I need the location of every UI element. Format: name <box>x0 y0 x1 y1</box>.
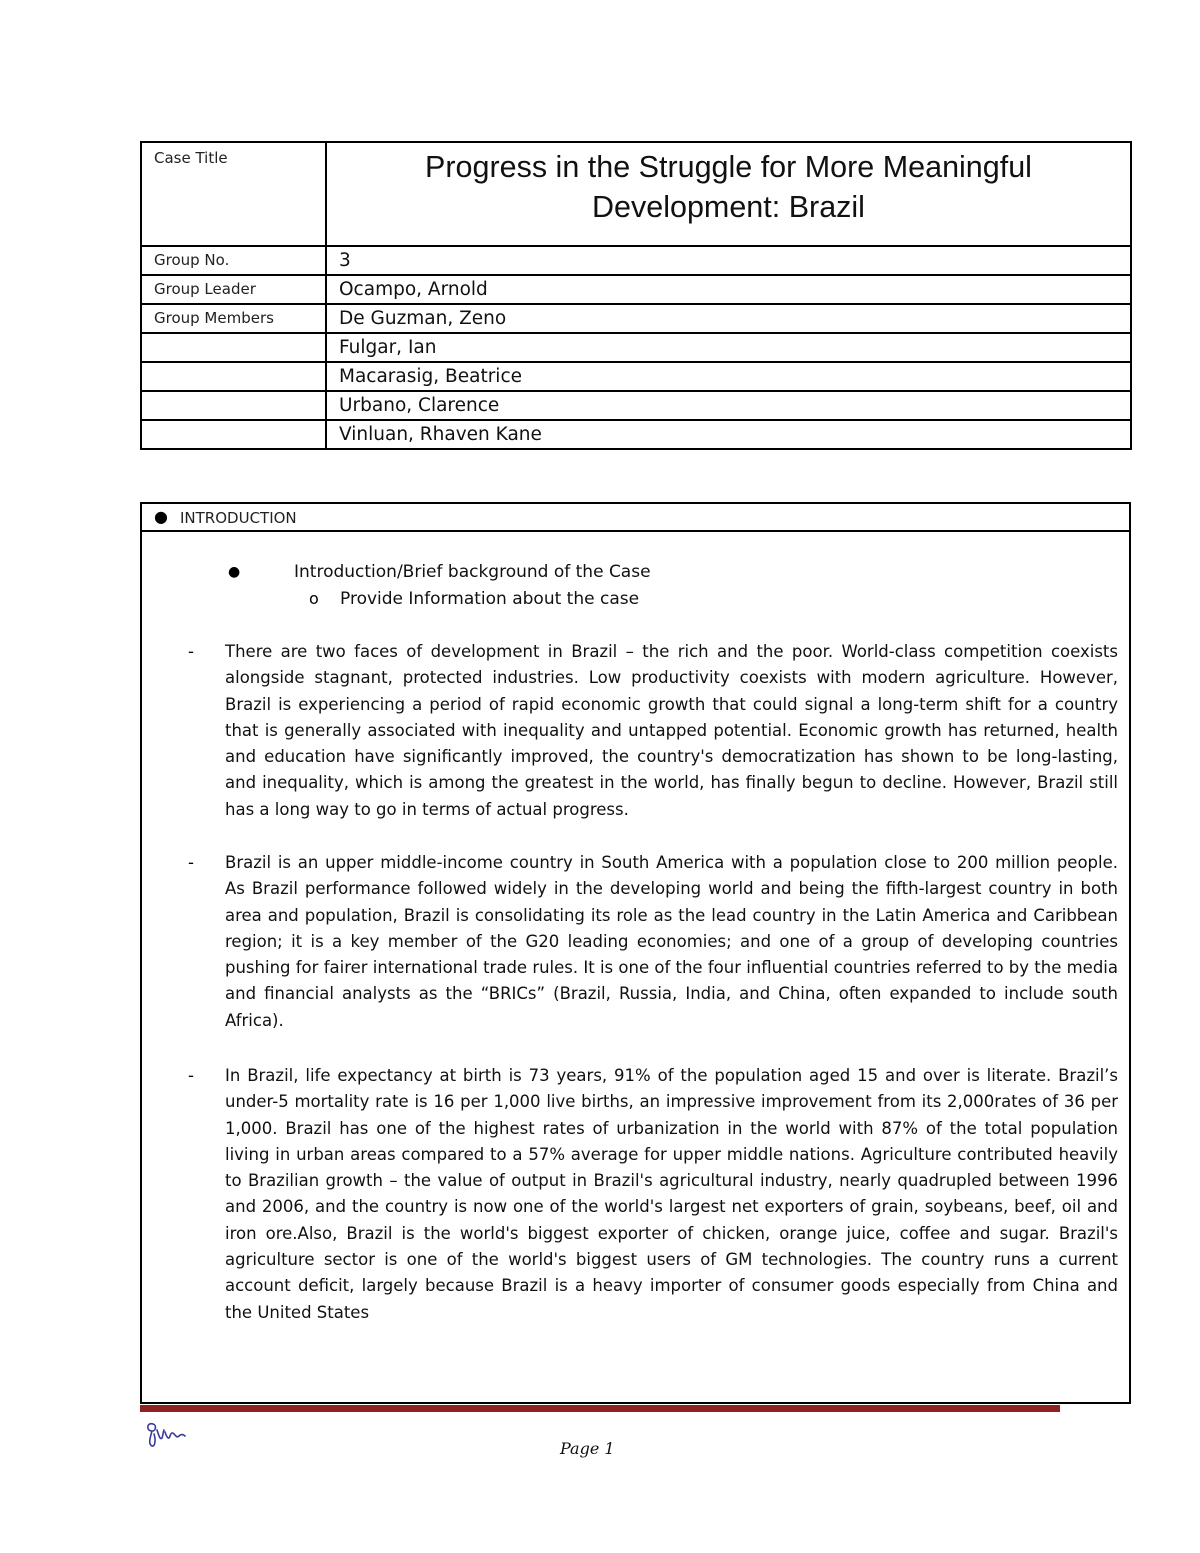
group-member: De Guzman, Zeno <box>339 308 507 329</box>
signature-icon <box>143 1416 193 1452</box>
empty-label-cell <box>141 333 326 362</box>
intro-paragraph: There are two faces of development in Brazil – the rich and the poor. World-class competition coexists alongside stagnant, protected industries. Low productivity coexists with modern agriculture. However, Brazil is experiencing a period of rapid economic growth that could signal a long-term shift for a country that is generally associated with inequality and untapped potential. Economic growth has returned, health and education have significantly improved, the country's democratization has shown to be long-lasting, and inequality, which is among the greatest in the world, has finally begun to decline. However, Brazil still has a long way to go in terms of actual progress. <box>225 642 1118 819</box>
group-member: Fulgar, Ian <box>339 337 437 358</box>
sub-bullet-item: Provide Information about the case <box>340 589 640 609</box>
case-title-row <box>141 142 1131 246</box>
page-number: Page 1 <box>560 1439 615 1458</box>
intro-paragraph: In Brazil, life expectancy at birth is 73 years, 91% of the population aged 15 and over is literate. Brazil’s under-5 mortality rate is 16 per 1,000 live births, an impressive improvement from its 2,000rates of 36 per 1,000. Brazil has one of the highest rates of urbanization in the world with 87% of the total population living in urban areas compared to a 57% average for upper middle nations. Agriculture contributed heavily to Brazilian growth – the value of output in Brazil's agricultural industry, nearly quadrupled between 1996 and 2006, and the country is now one of the world's largest net exporters of grain, soybeans, beef, oil and iron ore.Also, Brazil is the world's biggest exporter of chicken, orange juice, coffee and sugar. Brazil's agriculture sector is one of the world's biggest users of GM technologies. The country runs a current account deficit, largely because Brazil is a heavy importer of consumer goods especially from China and the United States <box>225 1066 1118 1322</box>
group-member-row <box>141 391 1131 420</box>
sub-bullet-marker: o <box>309 589 319 608</box>
bullet-icon: ● <box>228 564 241 580</box>
dash-icon: - <box>188 1066 194 1085</box>
group-members-label: Group Members <box>154 309 274 327</box>
bullet-item: Introduction/Brief background of the Case <box>294 562 651 582</box>
group-no-row <box>141 246 1131 275</box>
intro-paragraph: Brazil is an upper middle-income country in South America with a population close to 200 million people. As Brazil performance followed widely in the developing world and being the fifth-largest country in both area and population, Brazil is consolidating its role as the lead country in the Latin America and Caribbean region; it is a key member of the G20 leading economies; and one of a group of developing countries pushing for fairer international trade rules. It is one of the four influential countries referred to by the media and financial analysts as the “BRICs” (Brazil, Russia, India, and China, often expanded to include south Africa). <box>225 853 1118 1030</box>
case-title-label-cell <box>141 142 326 246</box>
group-member-row <box>141 333 1131 362</box>
footer-rule <box>140 1405 1060 1412</box>
introduction-header <box>142 504 1129 532</box>
group-no-label: Group No. <box>154 251 230 269</box>
group-member-row <box>141 304 1131 333</box>
introduction-heading: INTRODUCTION <box>180 509 297 527</box>
group-leader-value: Ocampo, Arnold <box>339 279 488 300</box>
dash-icon: - <box>188 853 194 872</box>
group-member-row <box>141 420 1131 449</box>
group-member: Vinluan, Rhaven Kane <box>339 424 542 445</box>
bullet-icon: ● <box>154 507 168 526</box>
dash-icon: - <box>188 642 194 661</box>
case-title-label: Case Title <box>154 149 228 167</box>
group-leader-label: Group Leader <box>154 280 256 298</box>
group-no-value: 3 <box>339 250 351 271</box>
empty-label-cell <box>141 391 326 420</box>
empty-label-cell <box>141 362 326 391</box>
group-leader-row <box>141 275 1131 304</box>
group-member-row <box>141 362 1131 391</box>
empty-label-cell <box>141 420 326 449</box>
case-title: Progress in the Struggle for More Meaningful Development: Brazil <box>326 142 1131 246</box>
introduction-section <box>140 502 1131 1404</box>
case-info-table <box>140 141 1132 450</box>
group-member: Macarasig, Beatrice <box>339 366 522 387</box>
group-member: Urbano, Clarence <box>339 395 500 416</box>
